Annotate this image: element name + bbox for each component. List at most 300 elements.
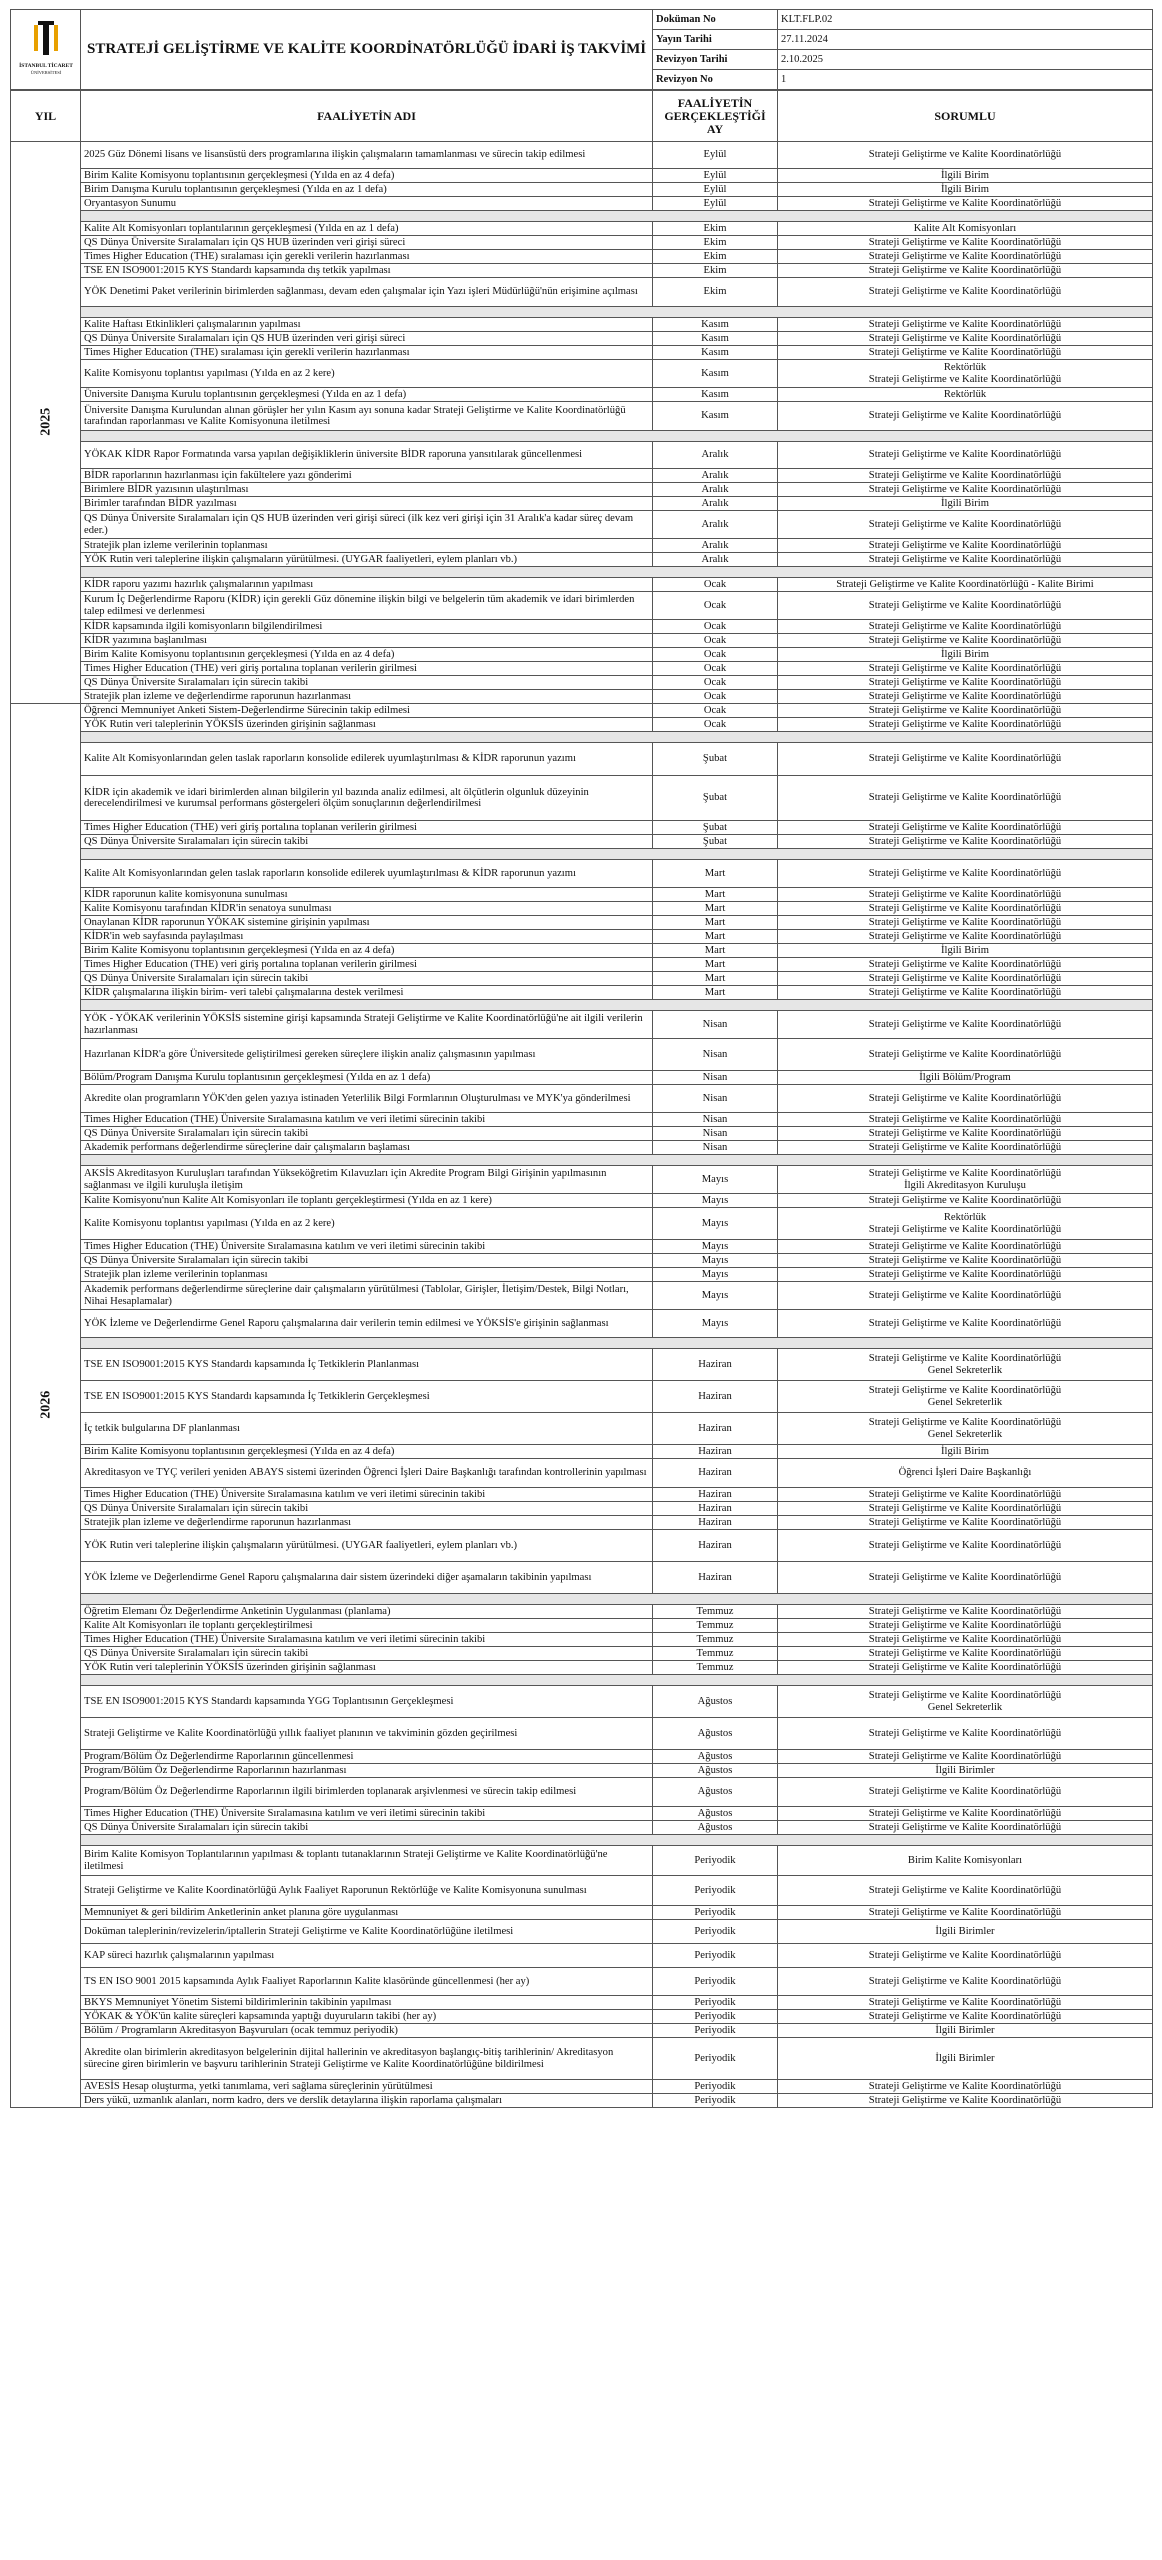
responsible-line: Strateji Geliştirme ve Kalite Koordinatörlüğü [868,236,1062,248]
responsible-line: Rektörlük [943,362,987,374]
activity-cell: TSE EN ISO9001:2015 KYS Standardı kapsamında İç Tetkiklerin Planlanması [81,1349,653,1381]
activity-cell: Onaylanan KİDR raporunun YÖKAK sistemine girişinin yapılması [81,916,653,930]
table-row [11,1349,1153,1381]
activity-cell: Program/Bölüm Öz Değerlendirme Raporlarının güncellenmesi [81,1750,653,1764]
month-cell: Mayıs [653,1254,778,1268]
responsible-line: Strateji Geliştirme ve Kalite Koordinatörlüğü [868,410,1062,422]
responsible-cell [778,1647,1153,1661]
month-cell: Ocak [653,592,778,620]
responsible-line: Strateji Geliştirme ve Kalite Koordinatörlüğü [868,346,1062,358]
responsible-line: Rektörlük [943,388,987,400]
table-row [11,1141,1153,1155]
responsible-line: Strateji Geliştirme ve Kalite Koordinatörlüğü [868,676,1062,688]
month-cell: Ağustos [653,1821,778,1835]
table-row [11,1633,1153,1647]
activity-cell: Times Higher Education (THE) Üniversite Sıralamasına katılım ve veri iletimi sürecinin takibi [81,1633,653,1647]
activity-cell: Kalite Alt Komisyonları ile toplantı gerçekleştirilmesi [81,1619,653,1633]
activity-cell: Kalite Komisyonu tarafından KİDR'in senatoya sunulması [81,902,653,916]
table-row [11,2094,1153,2108]
month-cell: Aralık [653,539,778,553]
month-cell: Aralık [653,442,778,469]
responsible-cell [778,1413,1153,1445]
table-row [11,1661,1153,1675]
table-row [11,1381,1153,1413]
responsible-cell [778,1605,1153,1619]
activity-cell: Birim Kalite Komisyon Toplantılarının yapılması & toplantı tutanaklarının Strateji Geliştirme ve Kalite Koordinatörlüğü'ne iletilmesi [81,1846,653,1876]
responsible-line: Strateji Geliştirme ve Kalite Koordinatörlüğü [868,1168,1062,1180]
meta-label-revision-date: Revizyon Tarihi [653,50,778,70]
separator-cell [81,1000,1153,1011]
activity-cell: Akademik performans değerlendirme süreçlerine dair çalışmaların başlaması [81,1141,653,1155]
responsible-cell [778,620,1153,634]
month-cell: Haziran [653,1562,778,1594]
schedule-body [11,142,1153,2108]
table-row [11,1113,1153,1127]
activity-cell: YÖK Denetimi Paket verilerinin birimlerden sağlanması, devam eden çalışmalar için Yazı işleri Müdürlüğü'nün erişimine açılması [81,278,653,307]
responsible-line: Strateji Geliştirme ve Kalite Koordinatörlüğü [868,1975,1062,1987]
responsible-cell [778,278,1153,307]
responsible-line: Strateji Geliştirme ve Kalite Koordinatörlüğü [868,264,1062,276]
responsible-line: Strateji Geliştirme ve Kalite Koordinatörlüğü [868,318,1062,330]
responsible-line: Strateji Geliştirme ve Kalite Koordinatörlüğü [868,483,1062,495]
table-row [11,1530,1153,1562]
responsible-line: Strateji Geliştirme ve Kalite Koordinatörlüğü [868,1113,1062,1125]
activity-cell: Times Higher Education (THE) veri giriş portalına toplanan verilerin girilmesi [81,958,653,972]
responsible-cell [778,469,1153,483]
month-cell: Ağustos [653,1764,778,1778]
month-separator [11,1594,1153,1605]
activity-cell: TSE EN ISO9001:2015 KYS Standardı kapsamında dış tetkik yapılması [81,264,653,278]
responsible-cell [778,1254,1153,1268]
table-row [11,1039,1153,1071]
table-row [11,620,1153,634]
month-cell: Periyodik [653,2038,778,2080]
activity-cell: QS Dünya Üniversite Sıralamaları için sürecin takibi [81,1647,653,1661]
responsible-line: İlgili Birim [941,497,989,509]
activity-cell: Hazırlanan KİDR'a göre Üniversitede geliştirilmesi gereken süreçlere ilişkin analiz çalışmasının yapılması [81,1039,653,1071]
table-row [11,183,1153,197]
responsible-cell [778,1349,1153,1381]
responsible-line: Strateji Geliştirme ve Kalite Koordinatörlüğü [868,704,1062,716]
responsible-cell [778,1282,1153,1310]
responsible-line: İlgili Bölüm/Program [919,1071,1011,1083]
activity-cell: Strateji Geliştirme ve Kalite Koordinatörlüğü yıllık faaliyet planının ve takviminin gözden geçirilmesi [81,1718,653,1750]
month-cell: Mayıs [653,1166,778,1194]
table-row [11,902,1153,916]
responsible-line: Strateji Geliştirme ve Kalite Koordinatörlüğü [868,916,1062,928]
responsible-cell [778,986,1153,1000]
month-separator [11,307,1153,318]
svg-text:İSTANBUL TİCARET: İSTANBUL TİCARET [18,62,73,69]
table-row [11,2010,1153,2024]
month-cell: Ocak [653,718,778,732]
activity-cell: YÖK Rutin veri taleplerine ilişkin çalışmaların yürütülmesi. (UYGAR faaliyetleri, eylem planları vb.) [81,553,653,567]
year-label: 2025 [37,408,53,436]
month-separator [11,1835,1153,1846]
month-cell: Ağustos [653,1750,778,1764]
month-cell: Ocak [653,648,778,662]
table-row [11,1240,1153,1254]
responsible-line: İlgili Birimler [935,2024,995,2036]
activity-cell: Üniversite Danışma Kurulundan alınan görüşler her yılın Kasım ayı sonuna kadar Strateji Geliştirme ve Kalite Koordinatörlüğü tarafından raporlanması ve Kalite Komisyonuna iletilmesi [81,402,653,431]
activity-cell: Times Higher Education (THE) veri giriş portalına toplanan verilerin girilmesi [81,662,653,676]
responsible-cell [778,1996,1153,2010]
month-cell: Ekim [653,278,778,307]
table-row [11,402,1153,431]
responsible-line: Strateji Geliştirme ve Kalite Koordinatörlüğü [868,1240,1062,1252]
table-row [11,578,1153,592]
month-cell: Periyodik [653,2010,778,2024]
responsible-cell [778,1240,1153,1254]
activity-cell: BKYS Memnuniyet Yönetim Sistemi bildirimlerinin takibinin yapılması [81,1996,653,2010]
table-row [11,1876,1153,1906]
responsible-line: İlgili Birimler [935,1764,995,1776]
table-row [11,236,1153,250]
responsible-line: Strateji Geliştirme ve Kalite Koordinatörlüğü [868,1353,1062,1365]
table-row [11,634,1153,648]
responsible-line: İlgili Birimler [935,1925,995,1937]
responsible-line: Strateji Geliştirme ve Kalite Koordinatörlüğü [868,1619,1062,1631]
responsible-cell [778,676,1153,690]
table-row [11,2080,1153,2094]
responsible-line: Strateji Geliştirme ve Kalite Koordinatörlüğü [868,1906,1062,1918]
month-cell: Ocak [653,578,778,592]
month-cell: Periyodik [653,1876,778,1906]
activity-cell: Times Higher Education (THE) sıralaması için gerekli verilerin hazırlanması [81,250,653,264]
activity-cell: KİDR raporunun kalite komisyonuna sunulması [81,888,653,902]
responsible-line: Strateji Geliştirme ve Kalite Koordinatörlüğü [868,332,1062,344]
activity-cell: QS Dünya Üniversite Sıralamaları için sürecin takibi [81,1254,653,1268]
month-cell: Temmuz [653,1633,778,1647]
responsible-line: Strateji Geliştirme ve Kalite Koordinatörlüğü [868,1048,1062,1060]
responsible-cell [778,1445,1153,1459]
responsible-line: Strateji Geliştirme ve Kalite Koordinatörlüğü [868,1254,1062,1266]
activity-cell: Öğretim Elemanı Öz Değerlendirme Anketinin Uygulanması (planlama) [81,1605,653,1619]
separator-cell [81,1338,1153,1349]
col-header-responsible: SORUMLU [778,91,1153,142]
month-cell: Ocak [653,676,778,690]
table-row [11,1254,1153,1268]
month-cell: Haziran [653,1413,778,1445]
month-cell: Ocak [653,690,778,704]
responsible-cell [778,142,1153,169]
responsible-line: Strateji Geliştirme ve Kalite Koordinatörlüğü [868,599,1062,611]
responsible-cell [778,860,1153,888]
table-row [11,278,1153,307]
responsible-line: Strateji Geliştirme ve Kalite Koordinatörlüğü [868,821,1062,833]
responsible-cell [778,1141,1153,1155]
responsible-line: Strateji Geliştirme ve Kalite Koordinatörlüğü [868,1141,1062,1153]
table-row [11,648,1153,662]
activity-cell: İç tetkik bulgularına DF planlanması [81,1413,653,1445]
responsible-cell [778,2010,1153,2024]
responsible-cell [778,1208,1153,1240]
table-row [11,1516,1153,1530]
table-row [11,1071,1153,1085]
meta-value-doc-no: KLT.FLP.02 [778,10,1153,30]
responsible-line: Strateji Geliştirme ve Kalite Koordinatörlüğü [868,792,1062,804]
table-row [11,1764,1153,1778]
month-cell: Mart [653,916,778,930]
month-cell: Mayıs [653,1310,778,1338]
responsible-cell [778,718,1153,732]
activity-cell: Times Higher Education (THE) Üniversite Sıralamasına katılım ve veri iletimi sürecinin takibi [81,1113,653,1127]
table-row [11,1605,1153,1619]
activity-cell: QS Dünya Üniversite Sıralamaları için QS HUB üzerinden veri girişi süreci [81,236,653,250]
table-row [11,1968,1153,1996]
table-row [11,346,1153,360]
schedule-table [10,90,1153,2108]
document-header [10,9,1153,90]
responsible-cell [778,388,1153,402]
document [10,9,1152,2108]
col-header-activity: FAALİYETİN ADI [81,91,653,142]
responsible-line: Strateji Geliştirme ve Kalite Koordinatörlüğü [868,972,1062,984]
table-row [11,743,1153,776]
responsible-line: Kalite Alt Komisyonları [913,222,1017,234]
separator-cell [81,211,1153,222]
responsible-line: Strateji Geliştirme ve Kalite Koordinatörlüğü [868,930,1062,942]
table-row [11,930,1153,944]
responsible-line: Strateji Geliştirme ve Kalite Koordinatörlüğü [868,1502,1062,1514]
table-row [11,264,1153,278]
activity-cell: QS Dünya Üniversite Sıralamaları için sürecin takibi [81,835,653,849]
responsible-line: Strateji Geliştirme ve Kalite Koordinatörlüğü [868,2080,1062,2092]
month-cell: Kasım [653,402,778,431]
responsible-cell [778,1194,1153,1208]
activity-cell: Memnuniyet & geri bildirim Anketlerinin anket planına göre uygulanması [81,1906,653,1920]
responsible-cell [778,1876,1153,1906]
activity-cell: Times Higher Education (THE) veri giriş portalına toplanan verilerin girilmesi [81,821,653,835]
responsible-line: İlgili Birim [941,183,989,195]
activity-cell: TSE EN ISO9001:2015 KYS Standardı kapsamında YGG Toplantısının Gerçekleşmesi [81,1686,653,1718]
responsible-line: Strateji Geliştirme ve Kalite Koordinatörlüğü [868,620,1062,632]
responsible-cell [778,1530,1153,1562]
table-row [11,776,1153,821]
month-cell: Haziran [653,1516,778,1530]
activity-cell: AKSİS Akreditasyon Kuruluşları tarafından Yükseköğretim Kılavuzları için Akredite Program Bilgi Girişinin yapılmasının sağlanması ve ilgili kuruluşla iletişim [81,1166,653,1194]
month-cell: Aralık [653,469,778,483]
table-row [11,1807,1153,1821]
table-row [11,539,1153,553]
month-separator [11,431,1153,442]
responsible-cell [778,916,1153,930]
activity-cell: Kalite Alt Komisyonlarından gelen taslak raporların konsolide edilerek uyumlaştırılması & KİDR raporunun yazımı [81,860,653,888]
table-row [11,972,1153,986]
month-cell: Ocak [653,620,778,634]
responsible-cell [778,944,1153,958]
activity-cell: Doküman taleplerinin/revizelerin/iptallerin Strateji Geliştirme ve Kalite Koordinatörlüğüne iletilmesi [81,1920,653,1944]
table-row [11,1166,1153,1194]
responsible-line: Strateji Geliştirme ve Kalite Koordinatörlüğü [868,1821,1062,1833]
responsible-line: İlgili Birim [941,169,989,181]
responsible-line: Strateji Geliştirme ve Kalite Koordinatörlüğü [868,1786,1062,1798]
activity-cell: QS Dünya Üniversite Sıralamaları için sürecin takibi [81,972,653,986]
table-row [11,676,1153,690]
responsible-cell [778,1920,1153,1944]
responsible-cell [778,1562,1153,1594]
responsible-line: Strateji Geliştirme ve Kalite Koordinatörlüğü [868,1127,1062,1139]
table-row [11,197,1153,211]
responsible-cell [778,1718,1153,1750]
table-row [11,388,1153,402]
responsible-cell [778,1764,1153,1778]
table-row [11,1846,1153,1876]
separator-cell [81,431,1153,442]
responsible-line: Strateji Geliştirme ve Kalite Koordinatörlüğü [868,2010,1062,2022]
table-row [11,1282,1153,1310]
activity-cell: KİDR yazımına başlanılması [81,634,653,648]
responsible-cell [778,1166,1153,1194]
responsible-line: Strateji Geliştirme ve Kalite Koordinatörlüğü [868,1417,1062,1429]
month-cell: Nisan [653,1085,778,1113]
month-cell: Ocak [653,634,778,648]
meta-label-revision-no: Revizyon No [653,70,778,90]
activity-cell: KİDR çalışmalarına ilişkin birim- veri talebi çalışmalarına destek verilmesi [81,986,653,1000]
activity-cell: Program/Bölüm Öz Değerlendirme Raporlarının hazırlanması [81,1764,653,1778]
responsible-line: Strateji Geliştirme ve Kalite Koordinatörlüğü [868,1884,1062,1896]
responsible-line: Strateji Geliştirme ve Kalite Koordinatörlüğü [868,1727,1062,1739]
document-title: STRATEJİ GELİŞTİRME VE KALİTE KOORDİNATÖRLÜĞÜ İDARİ İŞ TAKVİMİ [81,10,653,90]
month-cell: Periyodik [653,1846,778,1876]
responsible-line: Strateji Geliştirme ve Kalite Koordinatörlüğü [868,197,1062,209]
table-row [11,944,1153,958]
activity-cell: Birim Kalite Komisyonu toplantısının gerçekleşmesi (Yılda en az 4 defa) [81,1445,653,1459]
responsible-line: Strateji Geliştirme ve Kalite Koordinatörlüğü [868,1092,1062,1104]
responsible-cell [778,250,1153,264]
responsible-cell [778,197,1153,211]
year-cell [11,142,81,704]
month-cell: Kasım [653,332,778,346]
responsible-cell [778,776,1153,821]
table-row [11,2024,1153,2038]
month-cell: Haziran [653,1459,778,1488]
responsible-cell [778,442,1153,469]
activity-cell: Times Higher Education (THE) Üniversite Sıralamasına katılım ve veri iletimi sürecinin takibi [81,1240,653,1254]
table-row [11,704,1153,718]
month-cell: Şubat [653,821,778,835]
responsible-cell [778,958,1153,972]
table-row [11,483,1153,497]
table-row [11,1085,1153,1113]
separator-cell [81,1675,1153,1686]
responsible-cell [778,1821,1153,1835]
table-row [11,958,1153,972]
month-cell: Kasım [653,360,778,388]
activity-cell: Kalite Komisyonu toplantısı yapılması (Yılda en az 2 kere) [81,360,653,388]
responsible-line: Birim Kalite Komisyonları [907,1854,1023,1866]
responsible-line: Genel Sekreterlik [927,1701,1003,1713]
responsible-cell [778,511,1153,539]
table-row [11,497,1153,511]
month-cell: Periyodik [653,1968,778,1996]
month-cell: Temmuz [653,1605,778,1619]
activity-cell: Kalite Haftası Etkinlikleri çalışmalarının yapılması [81,318,653,332]
table-row [11,511,1153,539]
activity-cell: Times Higher Education (THE) sıralaması için gerekli verilerin hazırlanması [81,346,653,360]
responsible-line: Strateji Geliştirme ve Kalite Koordinatörlüğü [868,1571,1062,1583]
activity-cell: Akreditasyon ve TYÇ verileri yeniden ABAYS sistemi üzerinden Öğrenci İşleri Daire Başkanlığı tarafından kontrollerinin yapılması [81,1459,653,1488]
responsible-cell [778,318,1153,332]
activity-cell: Öğrenci Memnuniyet Anketi Sistem-Değerlendirme Sürecinin takip edilmesi [81,704,653,718]
table-row [11,592,1153,620]
month-cell: Periyodik [653,1920,778,1944]
activity-cell: YÖKAK & YÖK'ün kalite süreçleri kapsamında yaptığı duyuruların takibi (her ay) [81,2010,653,2024]
responsible-line: Strateji Geliştirme ve Kalite Koordinatörlüğü [868,1268,1062,1280]
month-cell: Nisan [653,1071,778,1085]
responsible-line: Strateji Geliştirme ve Kalite Koordinatörlüğü [868,1750,1062,1762]
responsible-cell [778,1944,1153,1968]
month-cell: Mart [653,860,778,888]
month-separator [11,211,1153,222]
responsible-line: Strateji Geliştirme ve Kalite Koordinatörlüğü [868,1317,1062,1329]
year-label: 2026 [37,1391,53,1419]
month-separator [11,567,1153,578]
month-cell: Ağustos [653,1686,778,1718]
activity-cell: AVESİS Hesap oluşturma, yetki tanımlama, veri sağlama süreçlerinin yürütülmesi [81,2080,653,2094]
month-separator [11,732,1153,743]
responsible-cell [778,183,1153,197]
responsible-cell [778,2024,1153,2038]
responsible-cell [778,662,1153,676]
month-cell: Ağustos [653,1718,778,1750]
table-row [11,835,1153,849]
month-cell: Aralık [653,553,778,567]
month-cell: Mart [653,986,778,1000]
responsible-cell [778,1488,1153,1502]
responsible-cell [778,821,1153,835]
responsible-line: Strateji Geliştirme ve Kalite Koordinatörlüğü [868,1488,1062,1500]
activity-cell: Birim Kalite Komisyonu toplantısının gerçekleşmesi (Yılda en az 4 defa) [81,648,653,662]
activity-cell: Times Higher Education (THE) Üniversite Sıralamasına katılım ve veri iletimi sürecinin takibi [81,1488,653,1502]
responsible-line: Strateji Geliştirme ve Kalite Koordinatörlüğü [868,1949,1062,1961]
month-cell: Aralık [653,497,778,511]
responsible-cell [778,1502,1153,1516]
responsible-cell [778,690,1153,704]
month-cell: Ekim [653,222,778,236]
responsible-line: Strateji Geliştirme ve Kalite Koordinatörlüğü [868,1647,1062,1659]
activity-cell: KİDR'in web sayfasında paylaşılması [81,930,653,944]
responsible-cell [778,1661,1153,1675]
table-row [11,1996,1153,2010]
month-cell: Haziran [653,1445,778,1459]
month-cell: Mart [653,958,778,972]
responsible-cell [778,1807,1153,1821]
month-cell: Kasım [653,318,778,332]
responsible-line: Strateji Geliştirme ve Kalite Koordinatörlüğü [868,1996,1062,2008]
month-cell: Haziran [653,1381,778,1413]
responsible-cell [778,2094,1153,2108]
table-row [11,690,1153,704]
logo-emblem-icon [16,13,76,83]
responsible-line: Strateji Geliştirme ve Kalite Koordinatörlüğü [868,2094,1062,2106]
responsible-line: Strateji Geliştirme ve Kalite Koordinatörlüğü [868,149,1062,161]
activity-cell: Akredite olan birimlerin akreditasyon belgelerinin dijital hallerinin ve akreditasyon başlangıç-bitiş tarihlerinin/ Akreditasyon sürecine giren birimlerin ve başvuru tarihlerinin Strateji Geliştirme ve Kalite Koordinatörlüğüne bildirilmesi [81,2038,653,2080]
separator-cell [81,1155,1153,1166]
responsible-line: Genel Sekreterlik [927,1428,1003,1440]
responsible-cell [778,2080,1153,2094]
responsible-cell [778,264,1153,278]
responsible-line: Strateji Geliştirme ve Kalite Koordinatörlüğü [868,1633,1062,1645]
activity-cell: Kalite Komisyonu toplantısı yapılması (Yılda en az 2 kere) [81,1208,653,1240]
activity-cell: Strateji Geliştirme ve Kalite Koordinatörlüğü Aylık Faaliyet Raporunun Rektörlüğe ve Kalite Komisyonuna sunulması [81,1876,653,1906]
responsible-line: Öğrenci İşleri Daire Başkanlığı [898,1467,1032,1479]
month-cell: Kasım [653,346,778,360]
month-cell: Ekim [653,250,778,264]
month-cell: Temmuz [653,1619,778,1633]
table-row [11,1778,1153,1807]
responsible-line: Strateji Geliştirme ve Kalite Koordinatörlüğü [868,1194,1062,1206]
